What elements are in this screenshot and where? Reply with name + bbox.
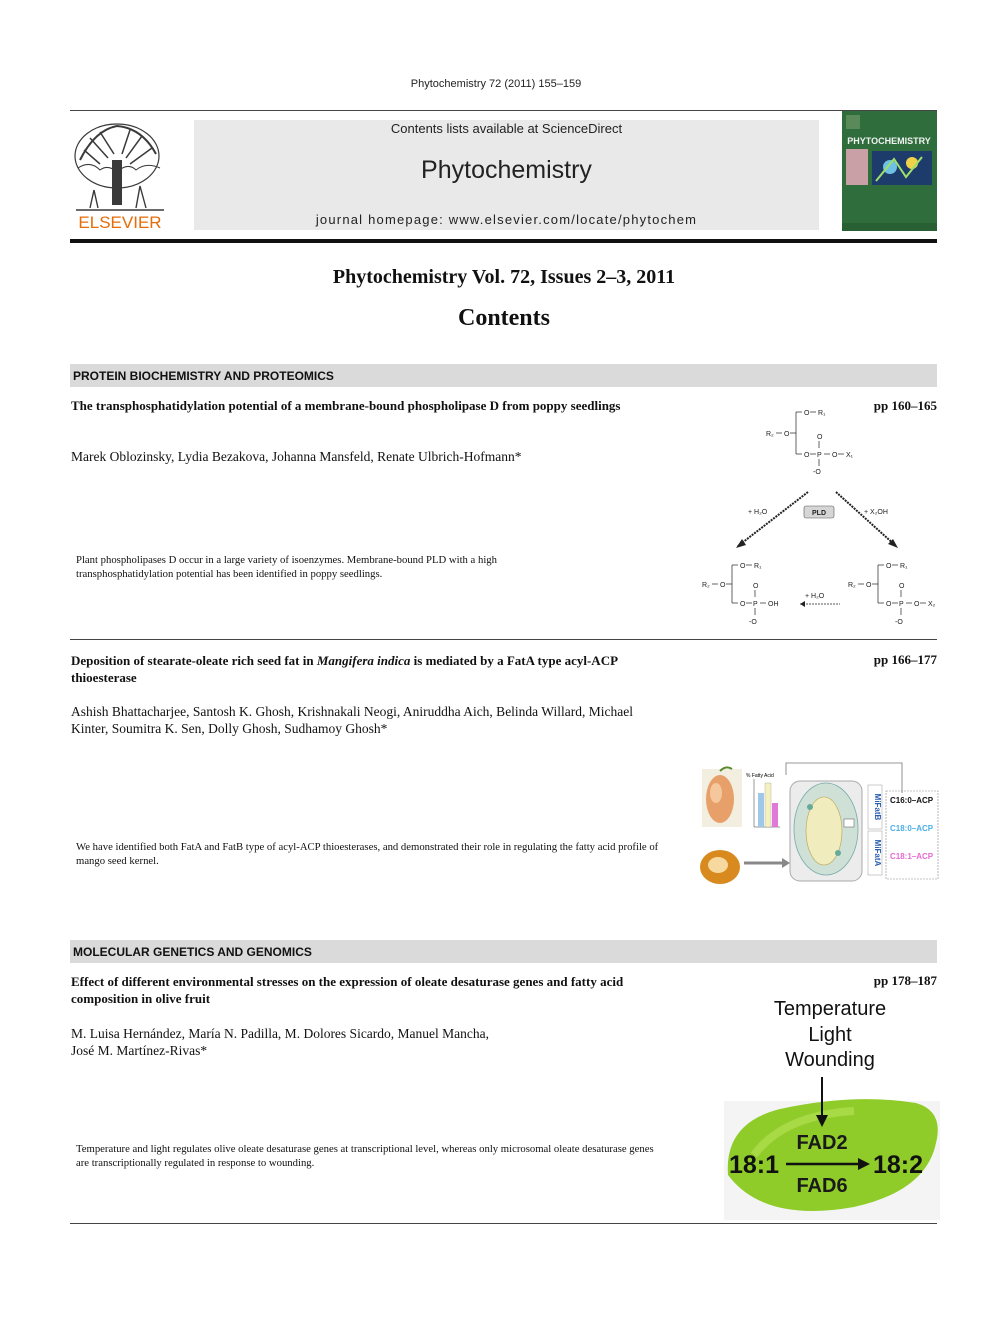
svg-text:O: O	[804, 410, 810, 417]
article-authors: M. Luisa Hernández, María N. Padilla, M. Dolores Sicardo, Manuel Mancha, José M. Martínez-Rivas*	[71, 1026, 490, 1058]
article-pages: pp 166–177	[873, 652, 937, 667]
svg-text:-O: -O	[813, 469, 821, 476]
svg-text:O: O	[817, 434, 823, 441]
svg-text:R₁: R₁	[818, 410, 826, 417]
article-abstract: We have identified both FatA and FatB type of acyl-ACP thioesterases, and demonstrated their role in regulating the fatty acid profile of mango seed kernel.	[76, 841, 659, 867]
svg-text:O: O	[832, 452, 838, 459]
svg-text:18:1: 18:1	[728, 1151, 780, 1179]
svg-text:18:2: 18:2	[872, 1151, 924, 1179]
section-heading-protein: PROTEIN BIOCHEMISTRY AND PROTEOMICS	[70, 364, 937, 387]
publisher-name: ELSEVIER	[78, 213, 162, 232]
svg-text:R₂: R₂	[766, 431, 774, 438]
svg-text:O: O	[740, 563, 746, 570]
svg-text:OH: OH	[768, 601, 779, 608]
svg-text:Temperature: Temperature	[773, 998, 887, 1020]
svg-text:PLD: PLD	[812, 510, 826, 517]
svg-text:P: P	[899, 601, 904, 608]
elsevier-logo[interactable]	[70, 120, 170, 232]
article-title[interactable]: Deposition of stearate-oleate rich seed fat in Mangifera indica is mediated by a FatA type acyl-ACP thioesterase	[71, 653, 618, 685]
svg-text:P: P	[753, 601, 758, 608]
article-abstract: Temperature and light regulates olive oleate desaturase genes at transcriptional level, whereas only microsomal oleate desaturase genes are transcriptionally regulated in response to wounding.	[76, 1143, 654, 1169]
contents-lists-link[interactable]: Contents lists available at ScienceDirect	[390, 121, 623, 136]
article-authors: Ashish Bhattacharjee, Santosh K. Ghosh, Krishnakali Neogi, Aniruddha Aich, Belinda Willard, Michael Kinter, Soumitra K. Sen, Dolly Ghosh, Sudhamoy Ghosh*	[71, 704, 633, 736]
header-bottom-rule	[70, 239, 937, 243]
svg-text:P: P	[817, 452, 822, 459]
svg-text:O: O	[899, 583, 905, 590]
svg-text:O: O	[784, 431, 790, 438]
svg-text:R₂: R₂	[702, 582, 710, 589]
article-pages: pp 160–165	[873, 398, 937, 413]
svg-text:O: O	[866, 582, 872, 589]
svg-text:+ H₂O: + H₂O	[748, 509, 768, 516]
svg-text:+ X₂OH: + X₂OH	[864, 509, 888, 516]
journal-homepage-link[interactable]: journal homepage: www.elsevier.com/locate/phytochem	[315, 212, 698, 227]
article-divider	[70, 1223, 937, 1224]
journal-cover[interactable]	[842, 111, 937, 231]
journal-citation: Phytochemistry 72 (2011) 155–159	[410, 78, 582, 90]
contents-heading: Contents	[457, 305, 550, 331]
svg-text:R₂: R₂	[848, 582, 856, 589]
article-pages: pp 178–187	[873, 973, 937, 988]
header-top-rule	[70, 110, 937, 111]
mango-fatty-acid-graphic	[698, 755, 940, 890]
svg-text:FAD6: FAD6	[796, 1175, 848, 1197]
article-abstract: Plant phospholipases D occur in a large variety of isoenzymes. Membrane-bound PLD with a high transphosphatidylation potential has been identified in poppy seedlings.	[76, 554, 497, 580]
svg-text:MiFatB: MiFatB	[873, 793, 882, 821]
svg-text:O: O	[886, 601, 892, 608]
svg-text:O: O	[753, 583, 759, 590]
svg-text:Wounding: Wounding	[785, 1049, 875, 1071]
svg-text:FAD2: FAD2	[796, 1132, 848, 1154]
svg-text:O: O	[914, 601, 920, 608]
svg-text:-O: -O	[749, 619, 757, 626]
pld-reaction-graphic	[700, 400, 940, 630]
elsevier-tree-icon	[70, 120, 170, 232]
svg-text:C18:1–ACP: C18:1–ACP	[890, 852, 934, 861]
article-title[interactable]: Effect of different environmental stresses on the expression of oleate desaturase genes and fatty acid composition in olive fruit	[71, 974, 624, 1006]
svg-text:+ H₂O: + H₂O	[805, 593, 825, 600]
svg-text:MiFatA: MiFatA	[873, 839, 882, 867]
svg-text:Light: Light	[808, 1024, 852, 1046]
svg-text:X₁: X₁	[846, 452, 854, 459]
article-authors: Marek Oblozinsky, Lydia Bezakova, Johanna Mansfeld, Renate Ulbrich-Hofmann*	[71, 449, 522, 464]
svg-text:O: O	[740, 601, 746, 608]
svg-text:R₁: R₁	[900, 563, 908, 570]
article-title[interactable]: The transphosphatidylation potential of a membrane-bound phospholipase D from poppy seedlings	[71, 398, 621, 413]
cover-title: PHYTOCHEMISTRY	[847, 136, 931, 146]
svg-text:O: O	[804, 452, 810, 459]
svg-text:% Fatty Acid: % Fatty Acid	[746, 773, 774, 779]
svg-text:O: O	[886, 563, 892, 570]
svg-text:C16:0–ACP: C16:0–ACP	[890, 796, 934, 805]
svg-text:X₂: X₂	[928, 601, 936, 608]
olive-desaturase-graphic	[724, 995, 940, 1220]
section-heading-genetics: MOLECULAR GENETICS AND GENOMICS	[70, 940, 937, 963]
svg-text:R₁: R₁	[754, 563, 762, 570]
svg-text:C18:0–ACP: C18:0–ACP	[890, 824, 934, 833]
article-divider	[70, 639, 937, 640]
svg-text:-O: -O	[895, 619, 903, 626]
svg-text:O: O	[720, 582, 726, 589]
journal-cover-image	[842, 111, 937, 231]
journal-name: Phytochemistry	[421, 156, 592, 184]
volume-title: Phytochemistry Vol. 72, Issues 2–3, 2011	[332, 266, 676, 288]
